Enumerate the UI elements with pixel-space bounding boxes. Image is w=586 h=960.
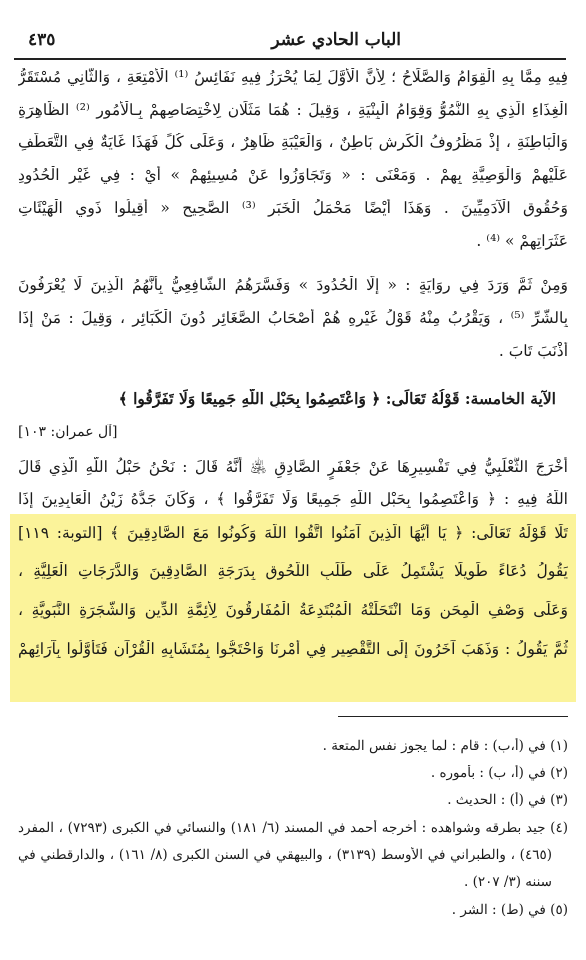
footnote: (٥) في (ط) : الشر .	[451, 902, 568, 918]
body-line: بِالشَّرِّ ⁽⁵⁾ ، وَيَقْرُبُ مِنْهُ قَوْلُ غَيْرِهِ هُمْ أَصْحَابُ الصَّغَائِرِ دُونَ الْكَبَائِرِ ، وَقِيلَ : مَنْ إِذَا	[18, 309, 568, 327]
footnote: (٢) في (أ، ب) : بأموره .	[430, 765, 568, 781]
body-line: وَعَلَى وَصْفِ الْمِحَنِ وَمَا انْتَحَلَتْهُ الْمُبْتَدِعَةُ الْمُفَارِقُونَ لِأَئِمَّةِ الدِّينِ وَالشَّجَرَةِ النَّبَوِيَّةِ ،	[18, 601, 568, 619]
body-line: أَخْرَجَ الثَّعْلَبِيُّ فِي تَفْسِيرِهَا عَنْ جَعْفَرٍ الصَّادِقِ ﵁ أَنَّهُ قَالَ : نَحْنُ حَبْلُ اللَّهِ الَّذِي قَالَ	[18, 458, 568, 476]
body-line: يَقُولُ دُعَاءً طَوِيلًا يَشْتَمِلُ عَلَى طَلَبِ اللُّحُوقِ بِدَرَجَةِ الصَّادِقِينَ وَالدَّرَجَاتِ الْعَلِيَّةِ ،	[18, 562, 568, 580]
footnote: سننه (٣/ ٢٠٧) .	[464, 874, 552, 890]
footnote: (٣) في (أ) : الحديث .	[447, 792, 568, 808]
footnote: (٤) جيد بطرقه وشواهده : أخرجه أحمد في المسند (٦/ ١٨١) والنسائي في الكبرى (٧٢٩٣) ، المفرد	[18, 820, 568, 836]
body-line: الْغِذَاءِ الَّذِي بِهِ النُّمُوُّ وَقِوَامُ الْبِنْيَةِ ، وَقِيلَ : هُمَا مَثَلَانِ لِاخْتِصَاصِهِمْ بِـالْأُمُورِ ⁽²⁾ الظَّاهِرَةِ	[18, 101, 568, 119]
body-line: فِيهِ مِمَّا بِهِ الْقِوَامُ وَالصَّلَاحُ ؛ لِأَنَّ الْأَوَّلَ لِمَا يُحْرَزُ فِيهِ نَفَائِسُ ⁽¹⁾ الْأَمْتِعَةِ ، وَالثَّانِي مُسْتَقَرُّ	[18, 68, 568, 86]
body-line: وَالْبَاطِنَةِ ، إِذْ مَظْرُوفُ الْكَرِشِ بَاطِنٌ ، وَالْعَيْبَةِ ظَاهِرٌ ، وَعَلَى كُلٍّ فَهَذَا غَايَةٌ فِي التَّعَطُّفِ	[18, 133, 568, 151]
footnote: (٤٦٥) ، والطبراني في الأوسط (٣١٣٩) ، والبيهقي في السنن الكبرى (٨/ ١٦١) ، والدارقطني في	[18, 847, 552, 863]
page-number: ٤٣٥	[28, 30, 56, 50]
running-header	[14, 28, 566, 60]
body-line: ثُمَّ يَقُولُ : وَذَهَبَ آخَرُونَ إِلَى التَّقْصِيرِ فِي أَمْرِنَا وَاحْتَجُّوا بِمُتَشَابِهِ الْقُرْآنِ فَتَأَوَّلُوا بِآرَائِهِمْ	[18, 640, 568, 658]
body-line: وَحُقُوقِ الْآدَمِيِّينَ . وَهَذَا أَيْضًا مَحْمَلُ الْخَبَرِ ⁽³⁾ الصَّحِيحِ « أَقِيلُوا ذَوِي الْهَيْئَاتِ	[18, 199, 568, 217]
section-heading: الآية الخامسة: قَوْلُهُ تَعَالَى: ﴿ وَاعْتَصِمُوا بِحَبْلِ اللَّهِ جَمِيعًا وَلَا تَفَرَّقُوا ﴾	[118, 389, 556, 408]
body-line: عَلَيْهِمْ وَالْوَصِيَّةِ بِهِمْ . وَمَعْنَى : « وَتَجَاوَزُوا عَنْ مُسِيئِهِمْ » أَيْ : فِي غَيْرِ الْحُدُودِ	[18, 166, 568, 184]
body-line: اللَّهُ فِيهِ : ﴿ وَاعْتَصِمُوا بِحَبْلِ اللَّهِ جَمِيعًا وَلَا تَفَرَّقُوا ﴾ ، وَكَانَ جَدُّهُ زَيْنُ الْعَابِدِينَ إِذَا	[18, 490, 568, 508]
footnote: (١) في (أ،ب) : قام : لما يجوز نفس المتعة .	[322, 738, 568, 754]
body-line: وَمِنْ ثَمَّ وَرَدَ فِي رِوَايَةٍ : « إِلَّا الْحُدُودَ » وَفَسَّرَهُمُ الشَّافِعِيُّ بِأَنَّهُمُ الَّذِينَ لَا يُعْرَفُونَ	[18, 276, 568, 294]
body-line: عَثَرَاتِهِمْ » ⁽⁴⁾ .	[476, 232, 568, 250]
chapter-title: الباب الحادي عشر	[271, 30, 401, 50]
body-line: أَذْنَبَ تَابَ .	[498, 342, 568, 360]
verse-reference: [آل عمران: ١٠٣]	[18, 424, 118, 440]
body-line: تَلَا قَوْلَهُ تَعَالَى: ﴿ يَا أَيُّهَا الَّذِينَ آمَنُوا اتَّقُوا اللَّهَ وَكُونُوا مَعَ الصَّادِقِينَ ﴾ [التوبة: ١١٩]	[18, 524, 568, 542]
footnote-separator	[338, 716, 568, 717]
